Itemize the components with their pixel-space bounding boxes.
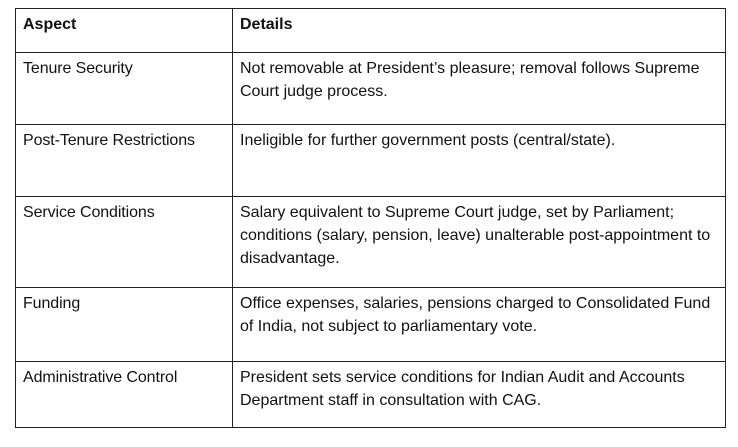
table-header-row <box>16 9 726 53</box>
row-aspect-administrative-control: Administrative Control <box>16 362 233 428</box>
table-row <box>16 362 726 428</box>
aspects-table <box>15 8 726 428</box>
row-details-post-tenure-restrictions: Ineligible for further government posts (central/state). <box>233 125 726 197</box>
table-row <box>16 125 726 197</box>
row-details-funding: Office expenses, salaries, pensions charged to Consolidated Fund of India, not subject to parliamentary vote. <box>233 288 726 362</box>
row-aspect-service-conditions: Service Conditions <box>16 197 233 288</box>
table-row <box>16 197 726 288</box>
row-aspect-post-tenure-restrictions: Post-Tenure Restrictions <box>16 125 233 197</box>
row-details-service-conditions: Salary equivalent to Supreme Court judge, set by Parliament; conditions (salary, pension, leave) unalterable post-appointment to disadvantage. <box>233 197 726 288</box>
header-aspect: Aspect <box>16 9 233 53</box>
header-details: Details <box>233 9 726 53</box>
table-row <box>16 288 726 362</box>
row-aspect-tenure-security: Tenure Security <box>16 53 233 125</box>
table-row <box>16 53 726 125</box>
row-details-tenure-security: Not removable at President’s pleasure; removal follows Supreme Court judge process. <box>233 53 726 125</box>
row-aspect-funding: Funding <box>16 288 233 362</box>
row-details-administrative-control: President sets service conditions for Indian Audit and Accounts Department staff in consultation with CAG. <box>233 362 726 428</box>
